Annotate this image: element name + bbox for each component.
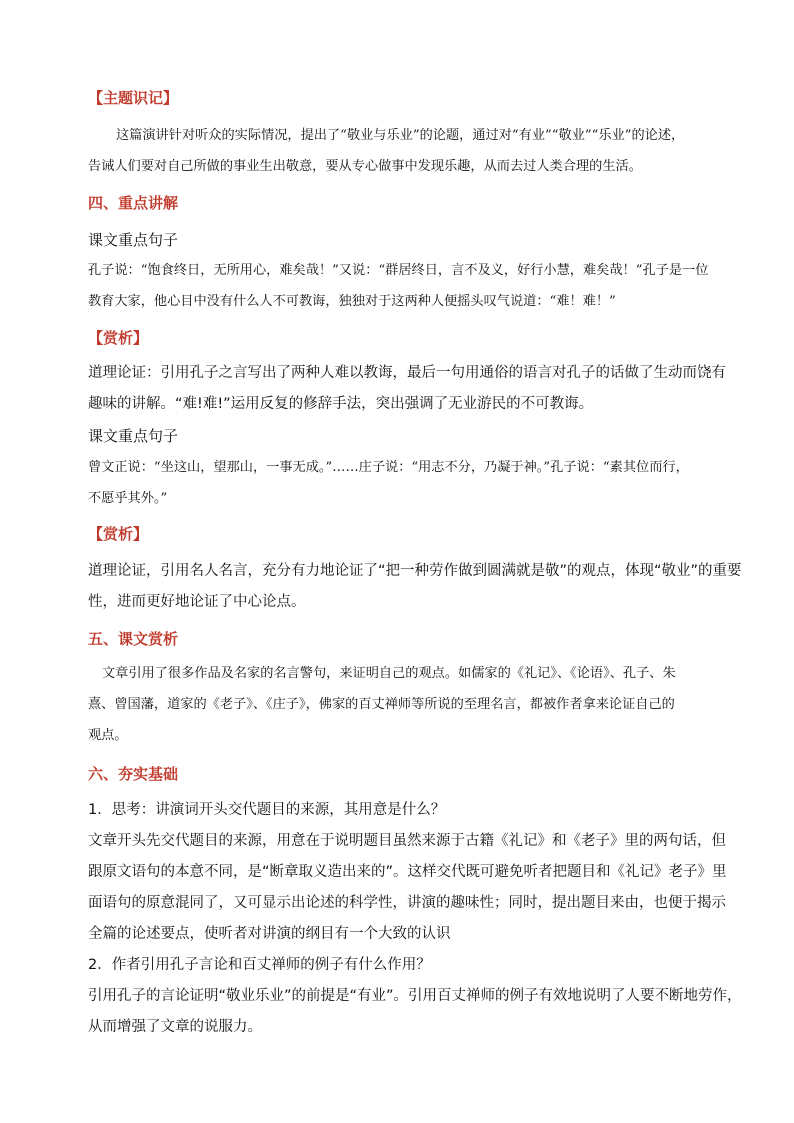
analysis-heading-1: 【赏析】 [88,329,149,347]
key-sentence-label-2: 课文重点句子 [88,427,179,445]
quote1-line-1: 孔子说：“饱食终日，无所用心，难矣哉！”又说：“群居终日，言不及义，好行小慧，难矣哉！”孔子是一位 [88,263,709,278]
appreciation-line-3: 观点。 [88,728,128,743]
answer1-line-4: 全篇的论述要点，使听者对讲演的纲目有一个大致的认识 [88,926,451,942]
theme-line-2: 告诫人们要对自己所做的事业生出敬意，要从专心做事中发现乐趣，从而去过人类合理的生活。 [88,159,642,174]
answer2-line-2: 从而增强了文章的说服力。 [88,1019,262,1035]
key-sentence-label-1: 课文重点句子 [88,231,179,249]
analysis-paragraph-2 [88,556,742,618]
answer2-line-1: 引用孔子的言论证明“敬业乐业”的前提是“有业”。引用百丈禅师的例子有效地说明了人要不断地劳作， [88,988,742,1004]
quote-paragraph-2 [88,452,710,514]
quote-paragraph-1 [88,255,710,317]
section-five-heading: 五、课文赏析 [88,630,179,648]
consolidation-content [88,795,742,1043]
section-six-heading: 六、夯实基础 [88,765,179,783]
analysis1-line-2: 趣味的讲解。“难!难!”运用反复的修辞手法，突出强调了无业游民的不可教诲。 [88,396,594,412]
theme-line-1: 这篇演讲针对听众的实际情况，提出了“敬业与乐业”的论题，通过对“有业”“敬业”“乐业”的论述， [116,128,685,143]
quote1-line-2: 教育大家，他心目中没有什么人不可教诲，独独对于这两种人便摇头叹气说道：“难！难！” [88,294,616,309]
answer1-line-2: 跟原文语句的本意不同，是“断章取义造出来的”。这样交代既可避免听者把题目和《礼记》老子》里 [88,864,727,880]
analysis1-line-1: 道理论证：引用孔子之言写出了两种人难以教诲，最后一句用通俗的语言对孔子的话做了生动而饶有 [88,365,726,381]
answer1-line-3: 面语句的原意混同了，又可显示出论述的科学性，讲演的趣味性；同时，提出题目来由，也便于揭示 [88,895,726,911]
quote2-line-2: 不愿乎其外。” [88,491,168,506]
appreciation-paragraph [88,658,710,751]
section-four-heading: 四、重点讲解 [88,194,179,212]
answer1-line-1: 文章开头先交代题目的来源，用意在于说明题目虽然来源于古籍《礼记》和《老子》里的两句话，但 [88,833,726,849]
appreciation-line-2: 熹、曾国藩，道家的《老子》、《庄子》，佛家的百丈禅师等所说的至理名言，都被作者拿来论证自己的 [88,697,675,712]
theme-paragraph [88,120,710,182]
question-1: 1．思考：讲演词开头交代题目的来源，其用意是什么？ [88,802,446,818]
theme-heading: 【主题识记】 [88,89,179,107]
analysis2-line-1: 道理论证，引用名人名言，充分有力地论证了“把一种劳作做到圆满就是敬”的观点，体现“敬业”的重要 [88,563,742,579]
analysis2-line-2: 性，进而更好地论证了中心论点。 [88,594,306,610]
analysis-heading-2: 【赏析】 [88,525,149,543]
question-2: 2．作者引用孔子言论和百丈禅师的例子有什么作用？ [88,957,431,973]
analysis-paragraph-1 [88,358,726,420]
appreciation-line-1: 文章引用了很多作品及名家的名言警句，来证明自己的观点。如儒家的《礼记》、《论语》、孔子、朱 [102,666,676,681]
quote2-line-1: 曾文正说：“坐这山，望那山，一事无成。”……庄子说：“用志不分，乃凝于神。”孔子说：“素其位而行， [88,460,689,475]
